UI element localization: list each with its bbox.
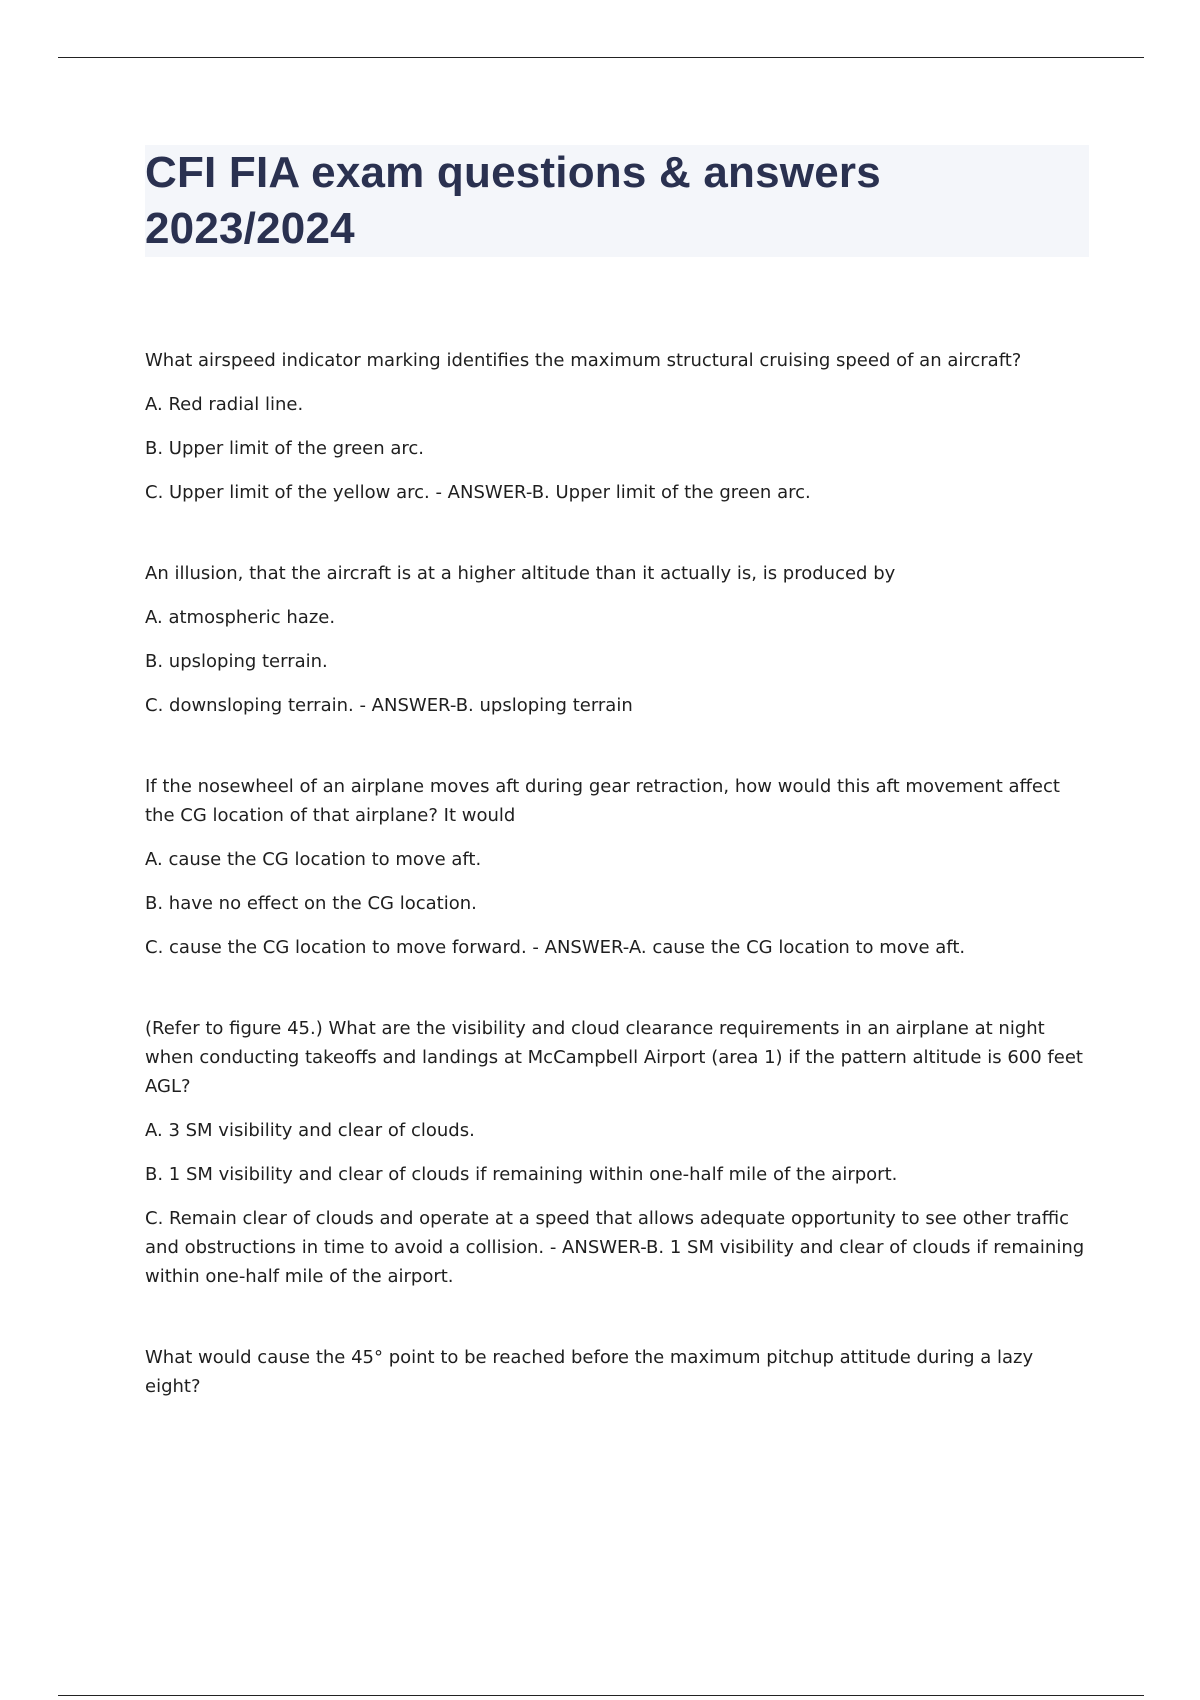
option-a: A. cause the CG location to move aft. — [145, 849, 482, 870]
option-c-with-answer — [145, 1204, 1089, 1291]
question-text: What would cause the 45° point to be reached before the maximum pitchup attitude during a lazy eight? — [145, 1347, 1034, 1397]
option-a: A. 3 SM visibility and clear of clouds. — [145, 1120, 475, 1141]
question-text: If the nosewheel of an airplane moves aft during gear retraction, how would this aft movement affect the CG location of that airplane? It would — [145, 776, 1060, 826]
option-c-with-answer — [145, 691, 1089, 720]
answer-text: - ANSWER-A. cause the CG location to move aft. — [532, 937, 966, 958]
question-text: (Refer to figure 45.) What are the visibility and cloud clearance requirements in an airplane at night when conducting takeoffs and landings at McCampbell Airport (area 1) if the pattern altitude is 600 feet AGL? — [145, 1018, 1083, 1097]
answer-text: - ANSWER-B. 1 SM visibility and clear of clouds if remaining within one-half mile of the airport. — [145, 1237, 1085, 1287]
option-c: C. cause the CG location to move forward. — [145, 937, 527, 958]
option-b: B. 1 SM visibility and clear of clouds if remaining within one-half mile of the airport. — [145, 1164, 898, 1185]
document-title: CFI FIA exam questions & answers 2023/2024 — [145, 148, 881, 253]
question-block-5 — [145, 1343, 1089, 1401]
option-a: A. atmospheric haze. — [145, 607, 336, 628]
option-c: C. downsloping terrain. — [145, 695, 354, 716]
option-a: A. Red radial line. — [145, 394, 304, 415]
document-content — [145, 346, 1089, 1453]
question-block-2 — [145, 559, 1089, 720]
top-rule — [58, 57, 1144, 58]
question-block-1 — [145, 346, 1089, 507]
option-b: B. upsloping terrain. — [145, 651, 328, 672]
answer-text: - ANSWER-B. upsloping terrain — [359, 695, 633, 716]
option-b: B. have no effect on the CG location. — [145, 893, 477, 914]
option-c-with-answer — [145, 933, 1089, 962]
option-b: B. Upper limit of the green arc. — [145, 438, 425, 459]
answer-text: - ANSWER-B. Upper limit of the green arc. — [435, 482, 811, 503]
option-c-with-answer — [145, 478, 1089, 507]
option-c: C. Remain clear of clouds and operate at a speed that allows adequate opportunity to see other traffic and obstructions in time to avoid a collision. — [145, 1208, 1070, 1258]
title-block — [145, 145, 1089, 257]
question-text: What airspeed indicator marking identifies the maximum structural cruising speed of an aircraft? — [145, 350, 1022, 371]
question-block-4 — [145, 1014, 1089, 1291]
question-block-3 — [145, 772, 1089, 962]
question-text: An illusion, that the aircraft is at a higher altitude than it actually is, is produced by — [145, 563, 896, 584]
option-c: C. Upper limit of the yellow arc. — [145, 482, 430, 503]
bottom-rule — [58, 1695, 1144, 1696]
